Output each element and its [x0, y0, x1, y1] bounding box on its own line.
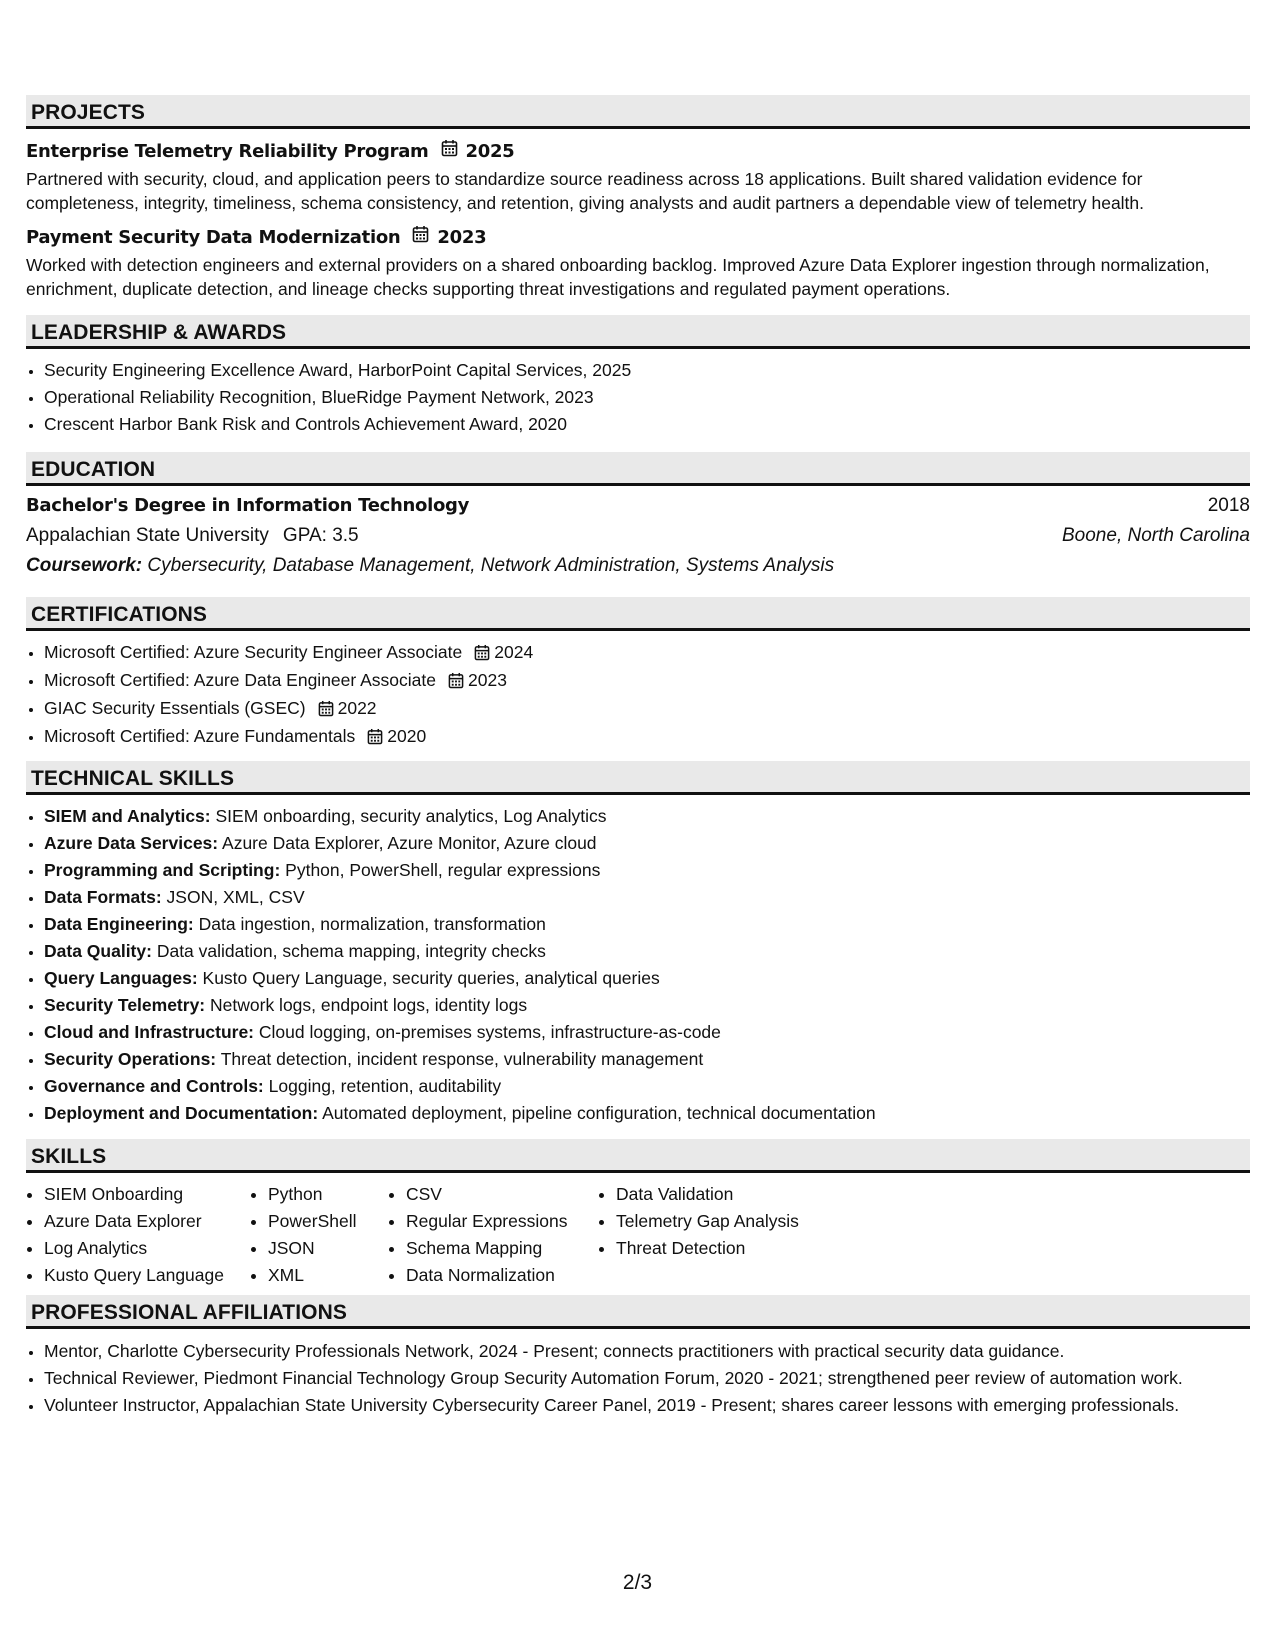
cert-year: 2020 [387, 725, 427, 746]
skills-grid [26, 1181, 1250, 1289]
list-item [44, 1046, 1250, 1073]
cert-year: 2023 [468, 669, 507, 690]
list-item: • Mentor, Charlotte Cybersecurity Professionals Network, 2024 - Present; connects practitioners with practical security data guidance. [44, 1339, 1250, 1363]
list-item: • Technical Reviewer, Piedmont Financial Technology Group Security Automation Forum, 2020 - 2021; strengthened peer review of automation work. [44, 1366, 1250, 1390]
skills-column [250, 1181, 388, 1289]
skill-category: Security Telemetry: [44, 994, 206, 1015]
list-item [44, 639, 1250, 667]
project-description: Partnered with security, cloud, and application peers to standardize source readiness across 18 applications. Built shared validation evidence for completeness, integrity, timeliness, schema consistency, and retention, giving analysts and audit partners a dependable view of telemetry health. [26, 169, 1145, 213]
section-header-education: EDUCATION [26, 452, 1250, 486]
skill-category: Programming and Scripting: [44, 859, 281, 880]
skill-values: Logging, retention, auditability [268, 1075, 502, 1096]
skill-values: Python, PowerShell, regular expressions [285, 859, 601, 880]
skill-values: JSON, XML, CSV [166, 886, 305, 907]
cert-year: 2024 [494, 642, 534, 662]
list-item: • PowerShell [268, 1208, 388, 1235]
project-title-row [26, 139, 1250, 164]
skill-category: Data Quality: [44, 940, 152, 961]
list-item [44, 1100, 1250, 1127]
project-entry [26, 225, 1250, 301]
list-item: • Telemetry Gap Analysis [616, 1208, 836, 1235]
section-header-affiliations: PROFESSIONAL AFFILIATIONS [26, 1295, 1250, 1329]
project-title: Enterprise Telemetry Reliability Program [26, 140, 429, 162]
cert-year: 2022 [337, 697, 377, 718]
list-item [44, 1019, 1250, 1046]
cert-name: Microsoft Certified: Azure Data Engineer Associate [44, 669, 436, 690]
list-item [44, 1073, 1250, 1100]
skill-values: Cloud logging, on-premises systems, infrastructure-as-code [258, 1021, 721, 1042]
list-item [44, 667, 1250, 695]
graduation-year: 2018 [1207, 495, 1250, 516]
list-item [44, 695, 1250, 723]
list-item [44, 723, 1250, 751]
coursework-list: Cybersecurity, Database Management, Network Administration, Systems Analysis [147, 555, 835, 576]
skill-values: Threat detection, incident response, vulnerability management [220, 1048, 704, 1069]
list-item: • Python [268, 1181, 388, 1208]
skill-category: Deployment and Documentation: [44, 1102, 319, 1123]
list-item: • Data Validation [616, 1181, 836, 1208]
skill-values: Kusto Query Language, security queries, analytical queries [202, 967, 660, 988]
project-entry [26, 139, 1250, 215]
list-item [44, 803, 1250, 830]
list-item: • Schema Mapping [406, 1235, 598, 1262]
list-item [44, 884, 1250, 911]
list-item: • Log Analytics [44, 1235, 250, 1262]
list-item: • Azure Data Explorer [44, 1208, 250, 1235]
project-title-row [26, 225, 1250, 250]
skill-values: SIEM onboarding, security analytics, Log Analytics [215, 805, 607, 826]
skill-category: Cloud and Infrastructure: [44, 1021, 255, 1042]
coursework [26, 551, 1250, 581]
coursework-label: Coursework: [26, 555, 143, 576]
cert-name: Microsoft Certified: Azure Fundamentals [44, 725, 356, 746]
section-header-projects: PROJECTS [26, 95, 1250, 129]
list-item: • XML [268, 1262, 388, 1289]
list-item [44, 857, 1250, 884]
list-item: • JSON [268, 1235, 388, 1262]
certifications-list [26, 639, 1250, 751]
skills-column [26, 1181, 250, 1289]
resume-page [26, 95, 1250, 1417]
list-item: • SIEM Onboarding [44, 1181, 250, 1208]
list-item: • CSV [406, 1181, 598, 1208]
list-item [44, 938, 1250, 965]
skill-category: Azure Data Services: [44, 832, 219, 853]
skill-values: Network logs, endpoint logs, identity logs [210, 994, 528, 1015]
skill-category: Governance and Controls: [44, 1075, 264, 1096]
skills-column [388, 1181, 598, 1289]
calendar-icon [448, 668, 464, 695]
list-item: • Kusto Query Language [44, 1262, 250, 1289]
section-header-skills: SKILLS [26, 1139, 1250, 1173]
section-header-technical-skills: TECHNICAL SKILLS [26, 761, 1250, 795]
project-title: Payment Security Data Modernization [26, 226, 401, 248]
skill-values: Data ingestion, normalization, transformation [198, 913, 546, 934]
skill-category: SIEM and Analytics: [44, 805, 211, 826]
awards-list [26, 357, 1250, 438]
list-item: • Regular Expressions [406, 1208, 598, 1235]
skill-values: Automated deployment, pipeline configuration, technical documentation [322, 1102, 876, 1123]
skills-column [598, 1181, 836, 1289]
list-item: • Data Normalization [406, 1262, 598, 1289]
skill-category: Security Operations: [44, 1048, 217, 1069]
skill-category: Data Engineering: [44, 913, 194, 934]
calendar-icon [412, 225, 429, 250]
project-description: Worked with detection engineers and external providers on a shared onboarding backlog. Improved Azure Data Explorer ingestion through normalization, enrichment, duplicate detection, and lineage checks supporting threat investigations and regulated payment operations. [26, 255, 1210, 299]
calendar-icon [367, 724, 383, 751]
list-item [44, 965, 1250, 992]
section-header-leadership: LEADERSHIP & AWARDS [26, 315, 1250, 349]
skill-category: Query Languages: [44, 967, 198, 988]
education-entry [26, 491, 1250, 581]
technical-skills-list [26, 803, 1250, 1127]
gpa: GPA: 3.5 [282, 525, 359, 546]
list-item: • Operational Reliability Recognition, BlueRidge Payment Network, 2023 [44, 384, 1250, 411]
list-item: • Threat Detection [616, 1235, 836, 1262]
calendar-icon [441, 139, 458, 164]
cert-name: Microsoft Certified: Azure Security Engineer Associate [44, 642, 463, 662]
list-item: • Security Engineering Excellence Award, HarborPoint Capital Services, 2025 [44, 357, 1250, 384]
calendar-icon [474, 640, 490, 667]
list-item: • Volunteer Instructor, Appalachian State University Cybersecurity Career Panel, 2019 - Present; shares career lessons with emerging professionals. [44, 1393, 1250, 1417]
project-year: 2023 [437, 226, 487, 248]
cert-name: GIAC Security Essentials (GSEC) [44, 697, 306, 718]
school-location: Boone, North Carolina [1062, 525, 1250, 546]
list-item [44, 830, 1250, 857]
degree-title: Bachelor's Degree in Information Technology [26, 495, 470, 516]
list-item [44, 911, 1250, 938]
affiliations-list [26, 1339, 1250, 1417]
skill-values: Data validation, schema mapping, integrity checks [156, 940, 546, 961]
section-header-certifications: CERTIFICATIONS [26, 597, 1250, 631]
page-number: 2/3 [622, 1571, 653, 1594]
calendar-icon [318, 696, 334, 723]
school-name: Appalachian State University [26, 525, 269, 546]
skill-values: Azure Data Explorer, Azure Monitor, Azure cloud [222, 832, 597, 853]
list-item: • Crescent Harbor Bank Risk and Controls Achievement Award, 2020 [44, 411, 1250, 438]
list-item [44, 992, 1250, 1019]
skill-category: Data Formats: [44, 886, 162, 907]
project-year: 2025 [465, 140, 515, 162]
